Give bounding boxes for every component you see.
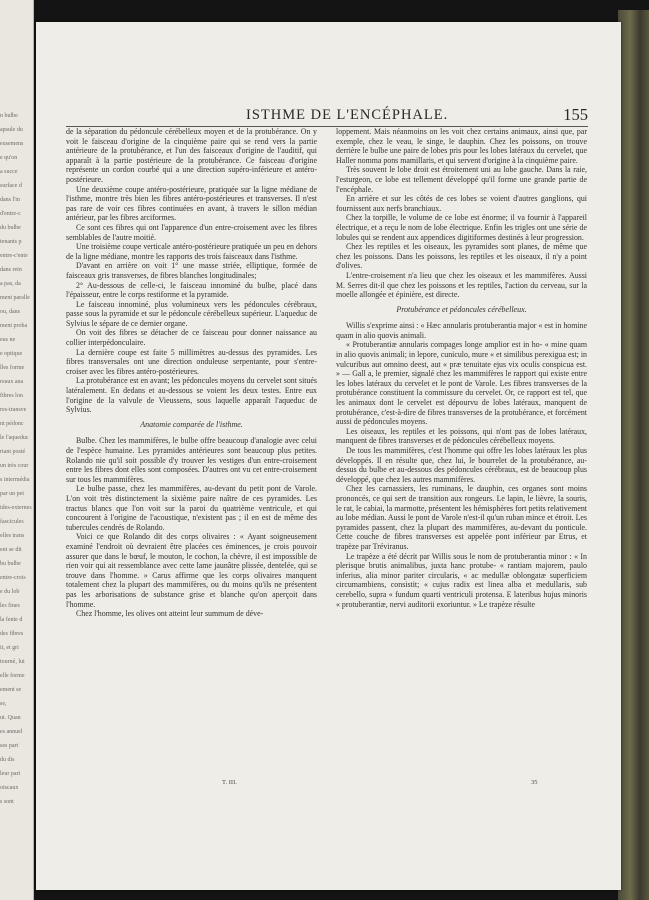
previous-page-fragment: ses part xyxy=(0,743,19,749)
paragraph: Chez la torpille, le volume de ce lobe est énorme; il va fournir à l'appareil électrique, et a reçu le nom de lobe électrique. Enfin les trigles ont une série de lobules qui se rendent aux appendices digitiformes destinés à leur progression. xyxy=(336,213,587,242)
previous-page-fragment: dans l'in xyxy=(0,197,20,203)
previous-page-fragment: du dis xyxy=(0,757,15,763)
previous-page-fragment: e optique xyxy=(0,351,23,357)
paragraph: Le trapèze a été décrit par Willis sous le nom de protuberantia minor : « In plerisque brutis animalibus, juxta hanc protube- « rantiam majorem, paulo inferius, alia minor pariter circularis, « ac medullæ oblongatæ superficiem circumambiens, consistit; « cujus radix est linea alba et medullaris, sub cerebello, supra « fundum quarti ventriculi protensa. E lateribus hujus minoris « protuberantiæ, nervi auditorii exoriuntur. » Le trapèze résulte xyxy=(336,551,587,609)
previous-page-fragment: n bulbe xyxy=(0,113,18,119)
previous-page-fragment: ement se xyxy=(0,687,22,693)
paragraph: Bulbe. Chez les mammifères, le bulbe offre beaucoup d'analogie avec celui de l'espèce humaine. Les pyramides antérieures sont beaucoup plus petites. Rolando nie qu'il soit possible d'y trouver les vestiges d'un entre-croisement entre les fibres dont elles sont composées. D'autres ont vu cet entre-croisement sur tous les mammifères. xyxy=(66,436,317,484)
volume-signature: T. III. xyxy=(222,779,237,786)
paragraph: De tous les mammifères, c'est l'homme qui offre les lobes latéraux les plus développés. Il en résulte que, chez lui, le bourrelet de la protubérance, au-dessus du bulbe et au-dessous des pédoncules cérébraux, est de beaucoup plus développé, que chez les autres mammifères. xyxy=(336,446,587,484)
running-title: ISTHME DE L'ENCÉPHALE. xyxy=(246,107,449,123)
gathering-signature: 35 xyxy=(531,779,538,786)
paragraph: Le bulbe passe, chez les mammifères, au-devant du petit pont de Varole. L'on voit très distinctement la sixième paire naître de ces pyramides. Les tractus blancs que l'on voit sur la paroi du quatrième ventricule, et qui concourent à l'origine de l'acoustique, n'existent pas ; il en est de même des tubercules cendrés de Rolando. xyxy=(66,484,317,532)
previous-page-edge xyxy=(0,0,34,900)
previous-page-fragment: ides-externes xyxy=(0,505,32,511)
previous-page-fragment: e qu'on xyxy=(0,155,18,161)
previous-page-fragment: fibres lon xyxy=(0,393,23,399)
book-binding-edge xyxy=(618,10,649,900)
paragraph: L'entre-croisement n'a lieu que chez les oiseaux et les mammifères. Aussi M. Serres dit-il que chez les poissons et les reptiles, l'action du cerveau, sur la moelle allongée et épinière, est directe. xyxy=(336,270,587,300)
previous-page-fragment: ment paralle xyxy=(0,295,30,301)
previous-page-fragment: le l'aqueduc xyxy=(0,435,29,441)
previous-page-fragment: it, et gri xyxy=(0,645,19,651)
previous-page-fragment: a pas, da xyxy=(0,281,21,287)
paragraph: Chez les carnassiers, les ruminans, le dauphin, ces organes sont moins prononcés, ce qui sert de transition aux rongeurs. Le lapin, le lièvre, la souris, le rat, le cabiai, la marmotte, présentent les hémisphères fort petits relativement au lobe médian. Aussi le pont de Varole n'est-il qu'un ruban mince et étroit. Les pyramides passent, chez la plupart des mammifères, au-devant du ponticule. Cette couche de fibres transverses est appelée pont inférieur par Etrus, et trapèze par Tréviranus. xyxy=(336,484,587,551)
paragraph: Chez les reptiles et les oiseaux, les pyramides sont planes, de même que chez les poissons. Dans les poissons, les reptiles et les oiseaux, il n'y a point d'olives. xyxy=(336,242,587,271)
page-number: 155 xyxy=(563,105,588,124)
previous-page-fragment: d'entre-c xyxy=(0,211,21,217)
paragraph: Les oiseaux, les reptiles et les poissons, qui n'ont pas de lobes latéraux, manquent de fibres transverses et de pédoncules cérébelleux moyens. xyxy=(336,426,587,446)
previous-page-fragment: ut. Quan xyxy=(0,715,21,721)
left-column xyxy=(66,127,317,619)
paragraph: Une troisième coupe verticale antéro-postérieure pratiquée un peu en dehors de la ligne médiane, montre les rapports des trois faisceaux dans l'isthme. xyxy=(66,242,317,261)
previous-page-fragment: reaux ana xyxy=(0,379,24,385)
previous-page-fragment: eusemens xyxy=(0,141,24,147)
paragraph: On voit des fibres se détacher de ce faisceau pour donner naissance au collier interpédonculaire. xyxy=(66,328,317,348)
section-heading: Anatomie comparée de l'isthme. xyxy=(140,419,243,429)
previous-page-fragment: se, xyxy=(0,701,7,707)
previous-page-fragment: ou, dans xyxy=(0,309,20,315)
previous-page-fragment: surface d xyxy=(0,183,22,189)
right-column xyxy=(336,127,587,609)
paragraph: de la séparation du pédoncule cérébelleux moyen et de la protubérance. On y voit le faisceau d'origine de la cinquième paire qui se rend vers la partie antérieure de la protubérance, et l'un des faisceaux d'origine de l'auditif, qui apparaît à la partie postérieure de la protubérance. Ce faisceau d'origine représente un cordon courbé qui a une direction supéro-inférieure et antéro-postérieure. xyxy=(66,127,317,184)
previous-page-fragment: la fente d xyxy=(0,617,23,623)
section-heading: Protubérance et pédoncules cérébelleux. xyxy=(396,304,527,314)
previous-page-fragment: un très cour xyxy=(0,463,29,469)
previous-page-fragment: des fibres xyxy=(0,631,24,637)
paragraph: Willis s'exprime ainsi : « Hæc annularis protuberantia major « est in homine quam in alio quovis animali. xyxy=(336,321,587,340)
previous-page-fragment: elle forme xyxy=(0,673,25,679)
previous-page-fragment: s intermédia xyxy=(0,477,30,483)
previous-page-fragment: apsule du xyxy=(0,127,23,133)
paragraph: loppement. Mais néanmoins on les voit chez certains animaux, ainsi que, par exemple, chez le veau, le singe, le dauphin. Chez les poissons, on trouve derrière le bulbe une paire de lobes pris pour les lobes latéraux du cervelet, que Haller nomma pons mamillaris, et qui servent d'origine à la cinquième paire. xyxy=(336,127,587,165)
paragraph: Une deuxième coupe antéro-postérieure, pratiquée sur la ligne médiane de l'isthme, montre très bien les fibres antéro-postérieures et transverses. Il n'est pas rare de voir ces fibres continuées en avant, à travers le sillon médian antérieur, par les fibres arciformes. xyxy=(66,184,317,223)
paragraph: Très souvent le lobe droit est étroitement uni au lobe gauche. Dans la raie, l'esturgeon, ce lobe est tellement développé qu'il forme une grande partie de l'encéphale. xyxy=(336,165,587,194)
paragraph: 2° Au-dessous de celle-ci, le faisceau innominé du bulbe, placé dans l'épaisseur, entre le corps restiforme et la pyramide. xyxy=(66,280,317,300)
previous-page-fragment: elles trans xyxy=(0,533,25,539)
previous-page-fragment: fascicules xyxy=(0,519,24,525)
previous-page-fragment: ment proba xyxy=(0,323,28,329)
paragraph: Voici ce que Rolando dit des corps olivaires : « Ayant soigneusement examiné l'endroit où devraient être placées ces éminences, je crois pouvoir assurer que dans le bœuf, le mouton, le cochon, la chèvre, il est impossible de rien voir qui ait ressemblance avec cette lame jaunâtre plissée, dentelée, qui se trouve dans l'homme. » Carus affirme que les corps olivaires manquent totalement chez la plupart des mammifères, ou du moins qu'ils ne présentent pas les arborisations de substance grise et blanche qu'on aperçoit dans l'homme. xyxy=(66,532,317,609)
previous-page-fragment: a succe xyxy=(0,169,18,175)
previous-page-fragment: lles forme xyxy=(0,365,25,371)
book-page xyxy=(36,22,621,890)
previous-page-fragment: entre-c'ente xyxy=(0,253,28,259)
previous-page-fragment: tourné, lui xyxy=(0,659,25,665)
previous-page-fragment: les fines xyxy=(0,603,20,609)
previous-page-fragment: res-transve xyxy=(0,407,27,413)
previous-page-fragment: oiscaux xyxy=(0,785,19,791)
previous-page-fragment: entre-crois xyxy=(0,575,26,581)
previous-page-fragment: du bulbe xyxy=(0,225,21,231)
paragraph: « Protuberantiæ annularis compages longe amplior est in ho- « mine quam in alio quovis animali; in lepore, cuniculo, mure « et similibus perexigua est; in vulcuribus aut omnino deest, aut « præ tenuitate ejus vix oculis conspicua est. » — Gall a, le premier, signalé chez les mammifères le rapport qui existe entre les lobes latéraux du cervelet et le pont de Varole. Les fibres transverses de la protubérance constituent la commissure du cervelet. Or, ce rapport est tel, que les animaux dont le cervelet est dépourvu de lobes latéraux, manquent de protubérance, c'est-à-dire de fibres transverses de la protubérance, et forcément aussi de pédoncules moyens. xyxy=(336,340,587,427)
paragraph: Le faisceau innominé, plus volumineux vers les pédoncules cérébraux, passe sous la pyramide et sur le pédoncule cérébelleux supérieur. L'aqueduc de Sylvius le sépare de ce dernier organe. xyxy=(66,299,317,328)
previous-page-fragment: eus ne xyxy=(0,337,16,343)
paragraph: En arrière et sur les côtés de ces lobes se voient d'autres ganglions, qui fournissent aux nerfs branchiaux. xyxy=(336,194,587,213)
previous-page-fragment: rtant posté xyxy=(0,449,26,455)
paragraph: D'avant en arrière on voit 1° une masse striée, elliptique, formée de faisceaux gris transverses, de fibres blanches longitudinales; xyxy=(66,261,317,280)
previous-page-fragment: e du lob xyxy=(0,589,20,595)
paragraph: La protubérance est en avant; les pédoncules moyens du cervelet sont situés latéralement. En dedans et au-dessous se voient les deux testes. Entre eux l'origine de la valvule de Vieussens, sous laquelle apparaît l'aqueduc de Sylvius. xyxy=(66,376,317,415)
previous-page-fragment: bu bulbe xyxy=(0,561,21,567)
previous-page-fragment: es annuel xyxy=(0,729,23,735)
paragraph: La dernière coupe est faite 5 millimètres au-dessus des pyramides. Les fibres transversales ont une direction onduleuse serpentante, pour s'entre-croiser avec les fibres antéro-postérieures. xyxy=(66,347,317,376)
previous-page-fragment: s sont xyxy=(0,799,14,805)
paragraph: Ce sont ces fibres qui ont l'apparence d'un entre-croisement avec les fibres semblables de l'autre moitié. xyxy=(66,222,317,242)
previous-page-fragment: leur part xyxy=(0,771,21,777)
previous-page-fragment: par un pet xyxy=(0,491,24,497)
previous-page-fragment: ent se dit xyxy=(0,547,22,553)
page-header xyxy=(66,107,588,123)
previous-page-fragment: dans rein xyxy=(0,267,22,273)
previous-page-fragment: tenants p xyxy=(0,239,22,245)
paragraph: Chez l'homme, les olives ont atteint leur summum de déve- xyxy=(76,609,264,619)
previous-page-fragment: nt pédonc xyxy=(0,421,24,427)
